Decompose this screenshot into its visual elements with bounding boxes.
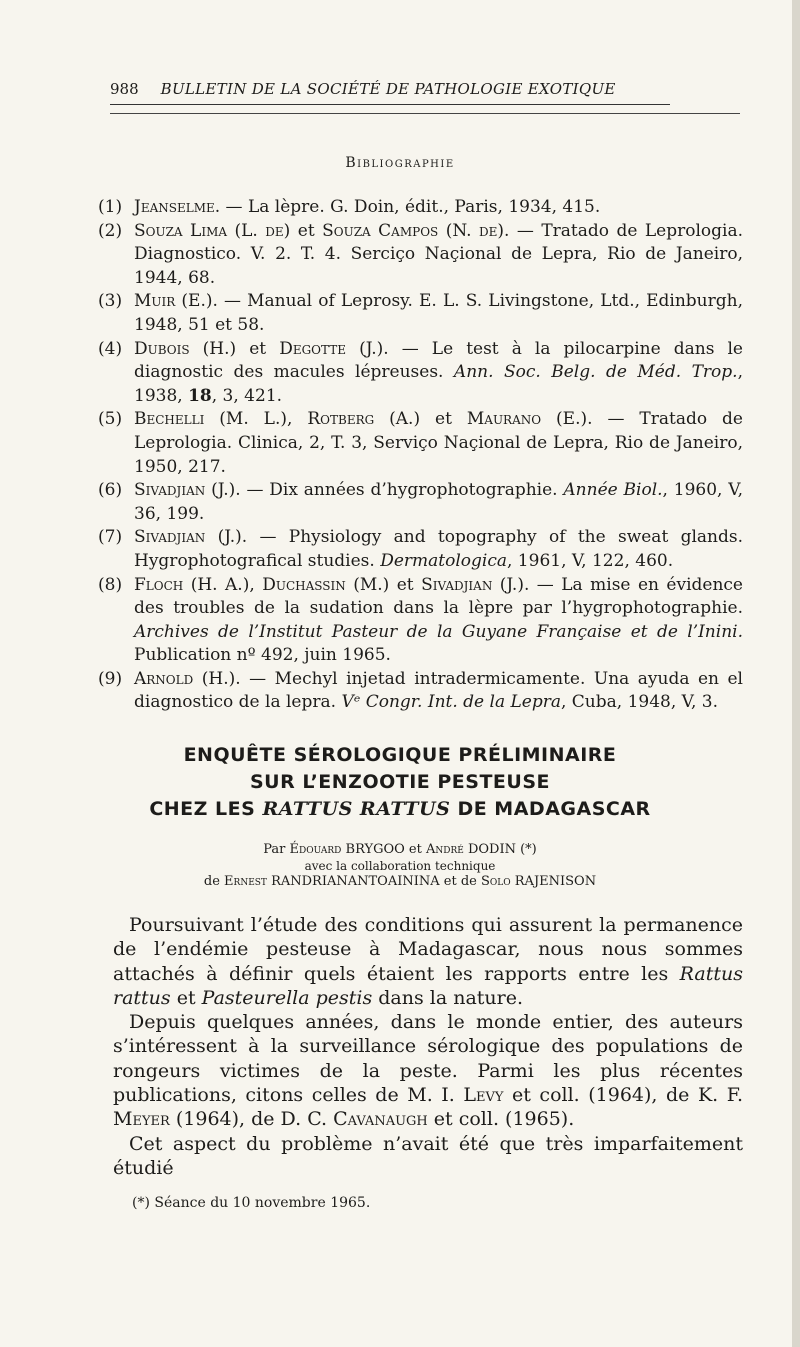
running-header [110, 80, 670, 105]
article-body [113, 913, 743, 1180]
reference-item: (1) Jeanselme. — La lèpre. G. Doin, édit., Paris, 1934, 415. [98, 197, 601, 217]
footnote: (*) Séance du 10 novembre 1965. [132, 1195, 371, 1211]
title-line: ENQUÊTE SÉROLOGIQUE PRÉLIMINAIRE [183, 744, 617, 766]
reference-item: (5) Bechelli (M. L.), Rotberg (A.) et Maurano (E.). — Tratado de Leprologia. Clinica, 2, T. 3, Serviço Naçional de Lepra, Rio de Janeiro, 1950, 217. [98, 409, 743, 477]
reference-item: (4) Dubois (H.) et Degotte (J.). — Le test à la pilocarpine dans le diagnostic des macules lépreuses. Ann. Soc. Belg. de Méd. Trop., 1938, 18, 3, 421. [98, 338, 743, 406]
reference-item: (7) Sivadjian (J.). — Physiology and topography of the sweat glands. Hygrophotografical studies. Dermatologica, 1961, V, 122, 460. [98, 527, 743, 571]
paragraph: Cet aspect du problème n’avait été que très imparfaitement étudié [113, 1132, 743, 1179]
reference-item: (8) Floch (H. A.), Duchassin (M.) et Sivadjian (J.). — La mise en évidence des troubles de la sudation dans la lèpre par l’hygrophotographie. Archives de l’Institut Pasteur de la Guyane Française et de l’Inini. Publication nº 492, juin 1965. [98, 574, 743, 666]
reference-item: (2) Souza Lima (L. de) et Souza Campos (N. de). — Tratado de Leprologia. Diagnostico. V. 2. T. 4. Serciço Naçional de Lepra, Rio de Janeiro, 1944, 68. [98, 220, 743, 288]
bibliography-heading: Bibliographie [345, 155, 455, 171]
reference-item: (3) Muir (E.). — Manual of Leprosy. E. L. S. Livingstone, Ltd., Edinburgh, 1948, 51 et 58. [98, 291, 743, 335]
page-number: 988 [110, 80, 139, 98]
header-rule [110, 113, 740, 114]
reference-list [98, 196, 743, 715]
title-line: SUR L’ENZOOTIE PESTEUSE [249, 771, 551, 793]
collaborator-line: de Ernest RANDRIANANTOAININA et de Solo RAJENISON [203, 874, 597, 889]
author-block [0, 842, 800, 890]
reference-item: (9) Arnold (H.). — Mechyl injetad intradermicamente. Una ayuda en el diagnostico de la lepra. Vᵉ Congr. Int. de la Lepra, Cuba, 1948, V, 3. [98, 668, 743, 713]
journal-title: BULLETIN DE LA SOCIÉTÉ DE PATHOLOGIE EXOTIQUE [160, 80, 616, 98]
reference-item: (6) Sivadjian (J.). — Dix années d’hygrophotographie. Année Biol., 1960, V, 36, 199. [98, 480, 743, 524]
page-edge [792, 0, 800, 1347]
paragraph: Poursuivant l’étude des conditions qui assurent la permanence de l’endémie pesteuse à Madagascar, nous nous sommes attachés à définir quels étaient les rapports entre les Rattus rattus et Pasteurella pestis dans la nature. [113, 914, 743, 1009]
collaboration-line: avec la collaboration technique [304, 859, 496, 873]
author-line: Par Édouard BRYGOO et André DODIN (*) [263, 842, 537, 857]
title-line: CHEZ LES RATTUS RATTUS DE MADAGASCAR [149, 798, 651, 820]
paragraph: Depuis quelques années, dans le monde entier, des auteurs s’intéressent à la surveillance sérologique des populations de rongeurs victimes de la peste. Parmi les plus récentes publications, citons celles de M. I. Levy et coll. (1964), de K. F. Meyer (1964), de D. C. Cavanaugh et coll. (1965). [113, 1011, 744, 1131]
article-title [0, 742, 800, 823]
